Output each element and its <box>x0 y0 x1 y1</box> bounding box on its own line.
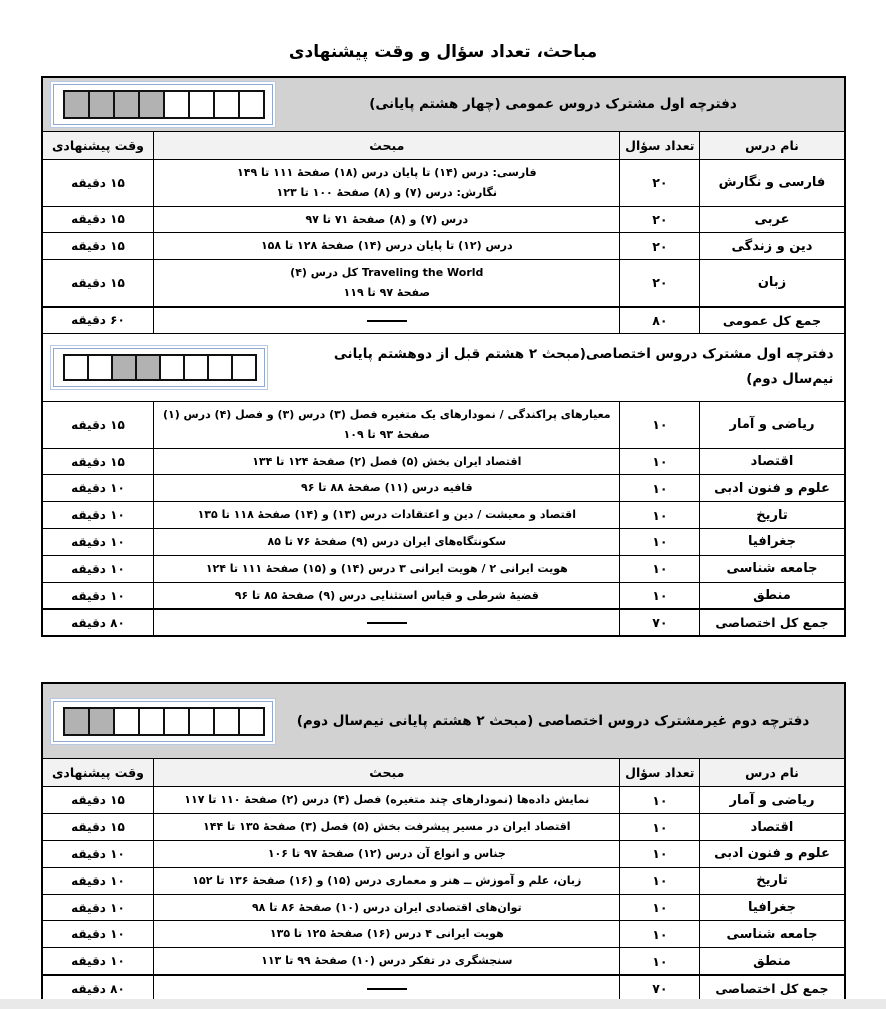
col-topic: مبحث <box>154 132 620 160</box>
count-cell: ۱۰ <box>620 502 700 529</box>
name-cell: جغرافیا <box>700 529 845 556</box>
answer-bubble-empty <box>159 354 185 381</box>
name-cell: جغرافیا <box>700 894 845 921</box>
subject-row <box>42 502 845 529</box>
count-cell: ۷۰ <box>620 609 700 636</box>
answer-bubble-filled <box>111 354 137 381</box>
count-cell: ۲۰ <box>620 160 700 207</box>
count-cell: ۱۰ <box>620 787 700 814</box>
subject-row <box>42 448 845 475</box>
time-cell: ۱۰ دقیقه <box>42 555 154 582</box>
answer-bubble-filled <box>113 90 140 119</box>
topic-cell <box>154 975 620 1002</box>
name-cell: اقتصاد <box>700 814 845 841</box>
subject-row <box>42 160 845 207</box>
subject-row <box>42 206 845 233</box>
time-cell: ۱۵ دقیقه <box>42 814 154 841</box>
page-bottom-strip <box>0 999 886 1009</box>
name-cell: جامعه شناسی <box>700 921 845 948</box>
booklet2-band <box>42 333 845 401</box>
booklet-table-1 <box>41 76 846 637</box>
answer-bubble-filled <box>135 354 161 381</box>
count-cell: ۱۰ <box>620 448 700 475</box>
name-cell: اقتصاد <box>700 448 845 475</box>
col-course-name: نام درس <box>700 132 845 160</box>
answer-strip-1 <box>53 84 273 125</box>
count-cell: ۸۰ <box>620 307 700 334</box>
subject-row <box>42 555 845 582</box>
section-gap <box>41 637 846 682</box>
answer-bubble-empty <box>183 354 209 381</box>
name-cell: ریاضی و آمار <box>700 787 845 814</box>
name-cell: عربی <box>700 206 845 233</box>
answer-bubble-empty <box>238 707 265 736</box>
count-cell: ۲۰ <box>620 206 700 233</box>
topic-cell: Traveling the World کل درس (۴) صفحهٔ ۹۷ تا ۱۱۹ <box>154 260 620 307</box>
col-topic: مبحث <box>154 759 620 787</box>
answer-bubble-filled <box>88 707 115 736</box>
dash-placeholder <box>367 988 407 990</box>
subject-row <box>42 475 845 502</box>
time-cell: ۱۰ دقیقه <box>42 948 154 975</box>
topic-cell: هویت ایرانی ۲ / هویت ایرانی ۳ درس (۱۴) و (۱۵) صفحهٔ ۱۱۱ تا ۱۲۴ <box>154 555 620 582</box>
answer-bubble-empty <box>188 707 215 736</box>
total-row <box>42 307 845 334</box>
name-cell: تاریخ <box>700 867 845 894</box>
answer-bubble-filled <box>138 90 165 119</box>
answer-bubble-empty <box>138 707 165 736</box>
time-cell: ۱۵ دقیقه <box>42 233 154 260</box>
subject-row <box>42 582 845 609</box>
count-cell: ۲۰ <box>620 260 700 307</box>
count-cell: ۱۰ <box>620 555 700 582</box>
time-cell: ۱۰ دقیقه <box>42 921 154 948</box>
name-cell: فارسی و نگارش <box>700 160 845 207</box>
count-cell: ۱۰ <box>620 841 700 868</box>
answer-bubble-empty <box>113 707 140 736</box>
name-cell: جمع کل اختصاصی <box>700 609 845 636</box>
name-cell: دین و زندگی <box>700 233 845 260</box>
content-area <box>41 76 846 1003</box>
count-cell: ۱۰ <box>620 894 700 921</box>
total-row <box>42 975 845 1002</box>
answer-bubble-empty <box>63 354 89 381</box>
topic-cell <box>154 609 620 636</box>
answer-bubble-filled <box>88 90 115 119</box>
time-cell: ۱۵ دقیقه <box>42 448 154 475</box>
booklet2-band-row <box>42 333 845 401</box>
answer-bubble-filled <box>63 90 90 119</box>
subject-row <box>42 529 845 556</box>
topic-cell: سکونتگاه‌های ایران درس (۹) صفحهٔ ۷۶ تا ۸۵ <box>154 529 620 556</box>
count-cell: ۱۰ <box>620 475 700 502</box>
topic-cell: اقتصاد ایران بخش (۵) فصل (۲) صفحهٔ ۱۲۴ تا ۱۳۴ <box>154 448 620 475</box>
specialized-shared-rows <box>42 402 845 637</box>
time-cell: ۱۰ دقیقه <box>42 502 154 529</box>
subject-row <box>42 894 845 921</box>
topic-cell <box>154 307 620 334</box>
dash-placeholder <box>367 320 407 322</box>
answer-strip-2 <box>53 348 265 387</box>
subject-row <box>42 814 845 841</box>
column-header-row <box>42 759 845 787</box>
topic-cell: توان‌های اقتصادی ایران درس (۱۰) صفحهٔ ۸۶ تا ۹۸ <box>154 894 620 921</box>
topic-cell: اقتصاد و معیشت / دین و اعتقادات درس (۱۳) و (۱۴) صفحهٔ ۱۱۸ تا ۱۳۵ <box>154 502 620 529</box>
time-cell: ۸۰ دقیقه <box>42 609 154 636</box>
name-cell: جامعه شناسی <box>700 555 845 582</box>
answer-bubble-empty <box>238 90 265 119</box>
answer-bubble-empty <box>213 90 240 119</box>
col-question-count: تعداد سؤال <box>620 759 700 787</box>
count-cell: ۱۰ <box>620 867 700 894</box>
name-cell: منطق <box>700 948 845 975</box>
time-cell: ۱۰ دقیقه <box>42 582 154 609</box>
topic-cell: درس (۱۲) تا پایان درس (۱۴) صفحهٔ ۱۲۸ تا ۱۵۸ <box>154 233 620 260</box>
answer-bubble-empty <box>87 354 113 381</box>
col-suggested-time: وقت پیشنهادی <box>42 132 154 160</box>
time-cell: ۱۰ دقیقه <box>42 894 154 921</box>
count-cell: ۱۰ <box>620 948 700 975</box>
time-cell: ۱۵ دقیقه <box>42 787 154 814</box>
count-cell: ۲۰ <box>620 233 700 260</box>
count-cell: ۱۰ <box>620 582 700 609</box>
time-cell: ۱۰ دقیقه <box>42 841 154 868</box>
time-cell: ۱۵ دقیقه <box>42 160 154 207</box>
column-header-row <box>42 132 845 160</box>
count-cell: ۱۰ <box>620 402 700 449</box>
page-title: مباحث، تعداد سؤال و وقت پیشنهادی <box>288 42 598 62</box>
name-cell: ریاضی و آمار <box>700 402 845 449</box>
time-cell: ۱۵ دقیقه <box>42 206 154 233</box>
subject-row <box>42 402 845 449</box>
booklet1-band-row <box>42 77 845 132</box>
total-row <box>42 609 845 636</box>
name-cell: منطق <box>700 582 845 609</box>
count-cell: ۱۰ <box>620 921 700 948</box>
booklet-table-2 <box>41 682 846 1003</box>
dash-placeholder <box>367 622 407 624</box>
topic-cell: فارسی: درس (۱۴) تا پایان درس (۱۸) صفحهٔ ۱۱۱ تا ۱۴۹ نگارش: درس (۷) و (۸) صفحهٔ ۱۰۰ تا ۱۲۳ <box>154 160 620 207</box>
booklet1-title: دفترچه اول مشترک دروس عمومی (چهار هشتم پایانی) <box>369 96 737 113</box>
topic-cell: قضیهٔ شرطی و قیاس استثنایی درس (۹) صفحهٔ ۸۵ تا ۹۶ <box>154 582 620 609</box>
booklet3-band-row <box>42 683 845 759</box>
topic-cell: درس (۷) و (۸) صفحهٔ ۷۱ تا ۹۷ <box>154 206 620 233</box>
subject-row <box>42 260 845 307</box>
answer-bubble-empty <box>213 707 240 736</box>
topic-cell: نمایش داده‌ها (نمودارهای چند متغیره) فصل (۴) درس (۲) صفحهٔ ۱۱۰ تا ۱۱۷ <box>154 787 620 814</box>
subject-row <box>42 867 845 894</box>
count-cell: ۱۰ <box>620 529 700 556</box>
topic-cell: زبان، علم و آموزش ــ هنر و معماری درس (۱۵) و (۱۶) صفحهٔ ۱۳۶ تا ۱۵۲ <box>154 867 620 894</box>
booklet1-band <box>42 77 845 132</box>
subject-row <box>42 948 845 975</box>
time-cell: ۱۰ دقیقه <box>42 867 154 894</box>
count-cell: ۱۰ <box>620 814 700 841</box>
general-rows <box>42 160 845 334</box>
name-cell: علوم و فنون ادبی <box>700 841 845 868</box>
answer-strip-3 <box>53 701 273 742</box>
topic-cell: هویت ایرانی ۴ درس (۱۶) صفحهٔ ۱۲۵ تا ۱۳۵ <box>154 921 620 948</box>
answer-bubble-empty <box>163 90 190 119</box>
time-cell: ۱۵ دقیقه <box>42 260 154 307</box>
answer-bubble-filled <box>63 707 90 736</box>
name-cell: علوم و فنون ادبی <box>700 475 845 502</box>
subject-row <box>42 921 845 948</box>
time-cell: ۶۰ دقیقه <box>42 307 154 334</box>
topic-cell: جناس و انواع آن درس (۱۲) صفحهٔ ۹۷ تا ۱۰۶ <box>154 841 620 868</box>
col-suggested-time: وقت پیشنهادی <box>42 759 154 787</box>
answer-bubble-empty <box>207 354 233 381</box>
answer-bubble-empty <box>163 707 190 736</box>
col-course-name: نام درس <box>700 759 845 787</box>
count-cell: ۷۰ <box>620 975 700 1002</box>
time-cell: ۸۰ دقیقه <box>42 975 154 1002</box>
booklet2-title: دفترچه اول مشترک دروس اختصاصی(مبحث ۲ هشتم قبل از دوهشتم پایانی نیم‌سال دوم) <box>333 345 834 388</box>
answer-bubble-empty <box>188 90 215 119</box>
name-cell: جمع کل اختصاصی <box>700 975 845 1002</box>
topic-cell: سنجشگری در تفکر درس (۱۰) صفحهٔ ۹۹ تا ۱۱۳ <box>154 948 620 975</box>
name-cell: جمع کل عمومی <box>700 307 845 334</box>
answer-bubble-empty <box>231 354 257 381</box>
name-cell: زبان <box>700 260 845 307</box>
subject-row <box>42 841 845 868</box>
time-cell: ۱۵ دقیقه <box>42 402 154 449</box>
topic-cell: معیارهای پراکندگی / نمودارهای یک متغیره فصل (۳) درس (۳) و فصل (۴) درس (۱) صفحهٔ ۹۳ تا ۱۰۹ <box>154 402 620 449</box>
topic-cell: اقتصاد ایران در مسیر پیشرفت بخش (۵) فصل (۳) صفحهٔ ۱۳۵ تا ۱۴۴ <box>154 814 620 841</box>
booklet3-title: دفترچه دوم غیرمشترک دروس اختصاصی (مبحث ۲ هشتم پایانی نیم‌سال دوم) <box>296 713 810 730</box>
booklet3-band <box>42 683 845 759</box>
time-cell: ۱۰ دقیقه <box>42 529 154 556</box>
specialized-nonshared-rows <box>42 787 845 1002</box>
topic-cell: قافیه درس (۱۱) صفحهٔ ۸۸ تا ۹۶ <box>154 475 620 502</box>
subject-row <box>42 233 845 260</box>
time-cell: ۱۰ دقیقه <box>42 475 154 502</box>
name-cell: تاریخ <box>700 502 845 529</box>
col-question-count: تعداد سؤال <box>620 132 700 160</box>
subject-row <box>42 787 845 814</box>
